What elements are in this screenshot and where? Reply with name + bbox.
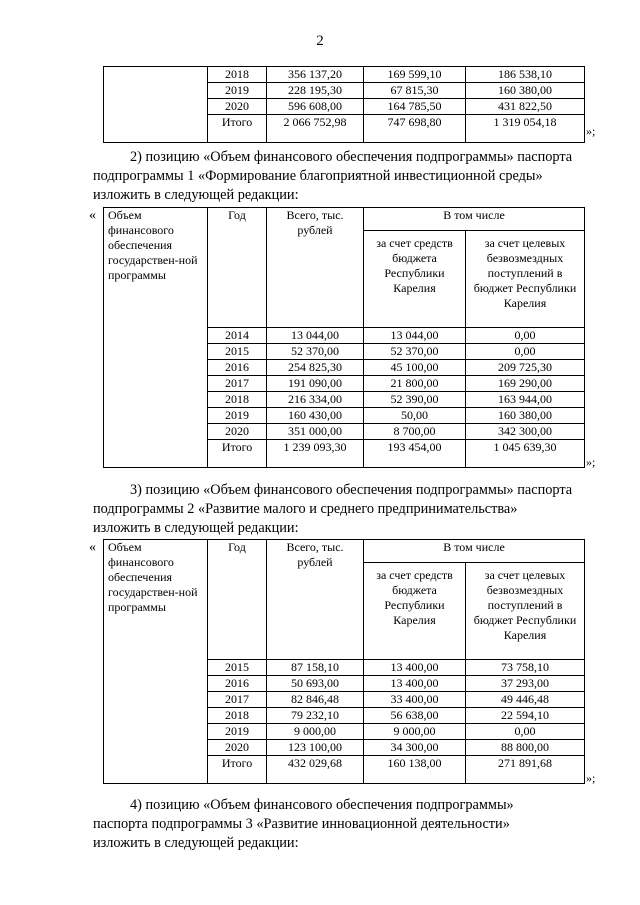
budget-cell: 164 785,50 [364,99,466,115]
budget-cell: 169 599,10 [364,67,466,83]
table-row: 2017 191 090,00 21 800,00 169 290,00 [104,376,585,392]
paragraph-item-4: 4) позицию «Объем финансового обеспечения подпрограммы» паспорта подпрограммы 3 «Развитие инновационной деятельности» изложить в следующей редакции: [93,797,514,851]
table-row: 2020 351 000,00 8 700,00 342 300,00 [104,424,585,440]
budget-header: за счет средств бюджета Республики Карелия [364,231,466,328]
row-label: Объем финансового обеспечения государствен-ной программы [104,208,208,468]
opening-quote: « [89,208,96,223]
table-row-total: Итого 1 239 093,30 193 454,00 1 045 639,30 [104,440,585,468]
paragraph-item-3: 3) позицию «Объем финансового обеспечения подпрограммы» паспорта подпрограммы 2 «Развитие малого и среднего предпринимательства» изложить в следующей редакции: [93,482,573,536]
table-row: 2016 254 825,30 45 100,00 209 725,30 [104,360,585,376]
table-row: 2018 216 334,00 52 390,00 163 944,00 [104,392,585,408]
free-header: за счет целевых безвозмездных поступлений в бюджет Республики Карелия [466,231,585,328]
table-row: 2015 87 158,10 13 400,00 73 758,10 [104,660,585,676]
incl-header: В том числе [364,208,585,231]
year-header: Год [208,540,267,660]
table-row: 2014 13 044,00 13 044,00 0,00 [104,328,585,344]
closing-quote: »; [586,771,596,785]
top-funding-table [103,66,585,143]
year-cell: 2018 [208,67,267,83]
year-cell: 2019 [208,83,267,99]
opening-quote: « [89,540,96,555]
table-row: 2019 160 430,00 50,00 160 380,00 [104,408,585,424]
total-cell: 228 195,30 [267,83,364,99]
page-number: 2 [316,33,324,49]
paragraph-item-2: 2) позицию «Объем финансового обеспечения подпрограммы» паспорта подпрограммы 1 «Формирование благоприятной инвестиционной среды» изложить в следующей редакции: [93,149,573,203]
table-row-total: Итого 432 029,68 160 138,00 271 891,68 [104,756,585,784]
empty-label-cell [104,67,208,143]
total-cell: 596 608,00 [267,99,364,115]
table-row: 2018 79 232,10 56 638,00 22 594,10 [104,708,585,724]
table-row: 2017 82 846,48 33 400,00 49 446,48 [104,692,585,708]
header-row [104,208,585,231]
table-row: 2019 9 000,00 9 000,00 0,00 [104,724,585,740]
row-label: Объем финансового обеспечения государствен-ной программы [104,540,208,784]
incl-header: В том числе [364,540,585,563]
header-row [104,540,585,563]
subprogram-1-funding-table [103,207,585,468]
budget-cell: 67 815,30 [364,83,466,99]
subprogram-2-funding-table [103,539,585,784]
free-cell: 160 380,00 [466,83,585,99]
table-row [104,67,585,83]
free-header: за счет целевых безвозмездных поступлений в бюджет Республики Карелия [466,563,585,660]
free-cell: 431 822,50 [466,99,585,115]
budget-header: за счет средств бюджета Республики Карелия [364,563,466,660]
table-row: 2016 50 693,00 13 400,00 37 293,00 [104,676,585,692]
free-cell: 1 319 054,18 [466,115,585,143]
total-cell: 356 137,20 [267,67,364,83]
year-cell: 2020 [208,99,267,115]
table-row: 2015 52 370,00 52 370,00 0,00 [104,344,585,360]
year-cell: Итого [208,115,267,143]
closing-quote: »; [586,124,596,138]
budget-cell: 747 698,80 [364,115,466,143]
closing-quote: »; [586,455,596,469]
table-row: 2020 123 100,00 34 300,00 88 800,00 [104,740,585,756]
free-cell: 186 538,10 [466,67,585,83]
total-header: Всего, тыс. рублей [267,208,364,328]
total-cell: 2 066 752,98 [267,115,364,143]
total-header: Всего, тыс. рублей [267,540,364,660]
year-header: Год [208,208,267,328]
